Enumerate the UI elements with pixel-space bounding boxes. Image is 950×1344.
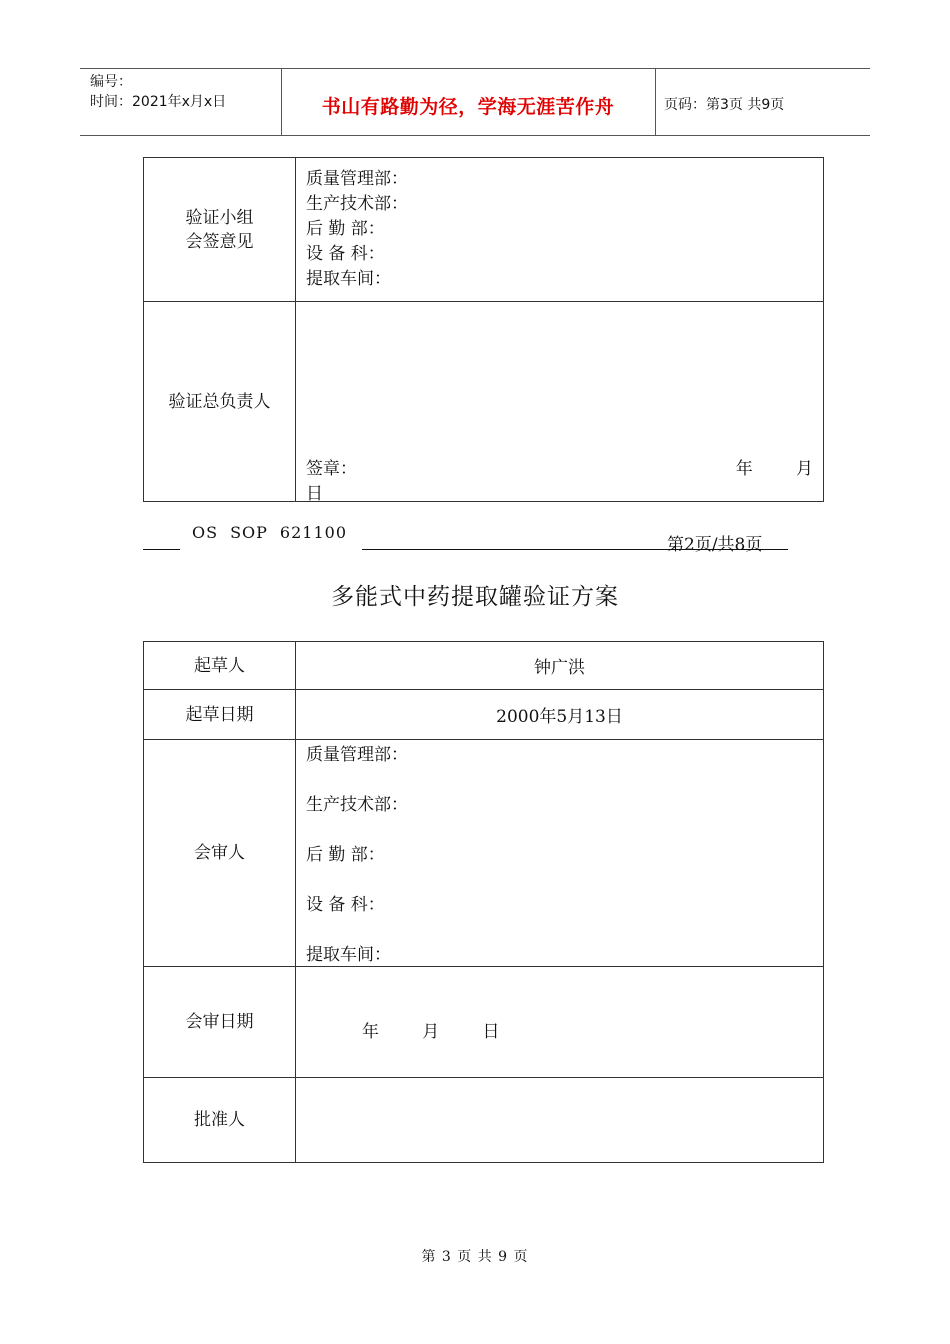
doc-code: OS SOP 621100 [192, 523, 347, 542]
doc-page-number: 第2页/共8页 [667, 535, 763, 555]
header-divider [655, 68, 656, 136]
reviewers-label: 会审人 [144, 740, 296, 967]
sign-label: 签章： [306, 459, 357, 479]
reviewers-departments [296, 740, 824, 967]
review-date-value: 年 月 日 [362, 1021, 500, 1042]
group-opinion-label: 验证小组 会签意见 [144, 158, 296, 302]
dept-logistics: 后 勤 部： [306, 845, 385, 865]
header-top-rule [80, 68, 870, 69]
header-number: 编号： [90, 74, 132, 90]
draft-date-value: 2000年5月13日 [296, 690, 824, 740]
drafter-label: 起草人 [144, 642, 296, 690]
table-row [144, 1078, 824, 1163]
drafter-value: 钟广洪 [296, 642, 824, 690]
review-date-cell [296, 967, 824, 1078]
header-time: 时间：2021年x月x日 [90, 94, 227, 110]
dept-logistics: 后 勤 部： [306, 219, 385, 239]
header-page-number: 页码：第3页 共9页 [664, 97, 785, 113]
dept-equipment: 设 备 科： [306, 895, 385, 915]
code-rule [143, 549, 180, 550]
document-title: 多能式中药提取罐验证方案 [331, 584, 619, 610]
header-motto: 书山有路勤为径，学海无涯苦作舟 [321, 96, 615, 118]
dept-extraction: 提取车间： [306, 945, 391, 965]
table-row [144, 158, 824, 302]
group-departments [296, 158, 824, 302]
chief-signature-cell [296, 302, 824, 502]
review-date-label: 会审日期 [144, 967, 296, 1078]
approver-label: 批准人 [144, 1078, 296, 1163]
dept-production: 生产技术部： [306, 194, 408, 214]
approver-value [296, 1078, 824, 1163]
sign-date-day: 日 [306, 484, 323, 504]
page-footer: 第 3 页 共 9 页 [421, 1249, 529, 1265]
header-meta [90, 72, 226, 112]
dept-equipment: 设 备 科： [306, 244, 385, 264]
table-row [144, 302, 824, 502]
header-bottom-rule [80, 135, 870, 136]
draft-date-label: 起草日期 [144, 690, 296, 740]
approval-table [143, 641, 824, 1163]
table-row [144, 690, 824, 740]
table-row [144, 642, 824, 690]
chief-label: 验证总负责人 [144, 302, 296, 502]
sign-date-year-month: 年 月 [735, 459, 813, 479]
dept-quality: 质量管理部： [306, 169, 408, 189]
dept-production: 生产技术部： [306, 795, 408, 815]
dept-quality: 质量管理部： [306, 745, 408, 765]
dept-extraction: 提取车间： [306, 269, 391, 289]
table-row [144, 740, 824, 967]
table-row [144, 967, 824, 1078]
signoff-table [143, 157, 824, 502]
